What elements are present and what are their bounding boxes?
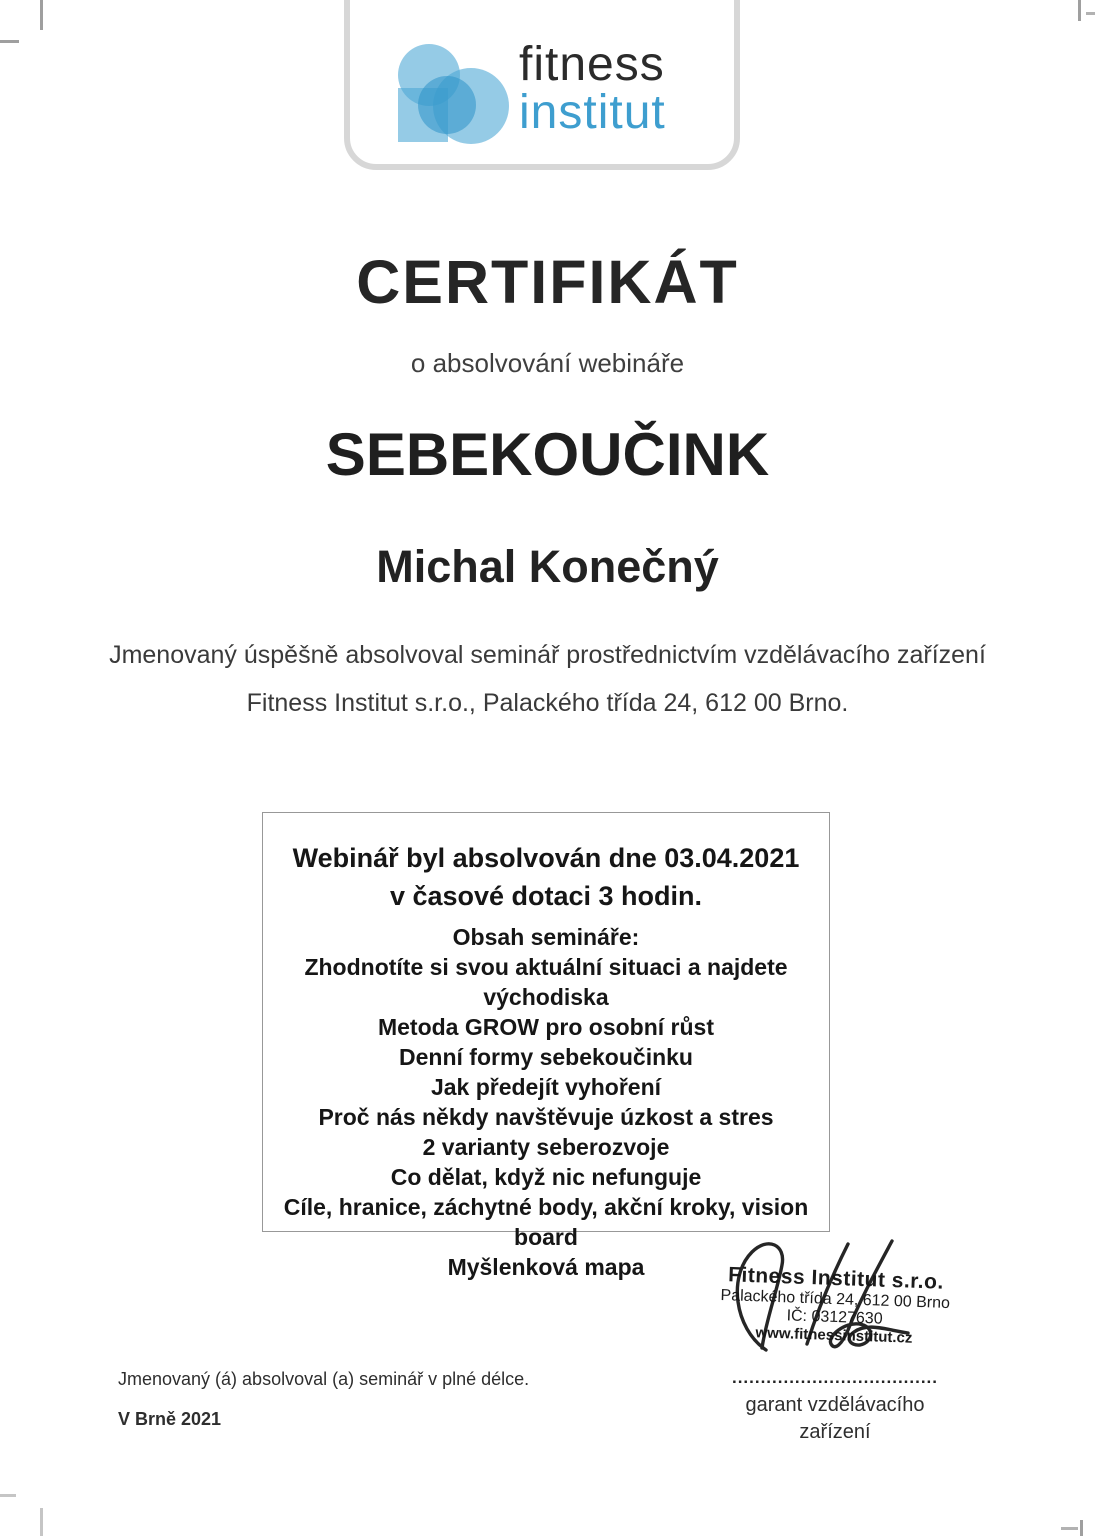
content-item: 2 varianty seberozvoje [422,1134,670,1160]
guarantor-caption [715,1392,955,1446]
crop-mark-top-left-horizontal [0,40,19,43]
guarantor-caption-line-2: zařízení [799,1421,871,1443]
webinar-details-box [262,812,830,1280]
webinar-date-line [275,839,817,915]
content-item: Metoda GROW pro osobní růst [377,1014,715,1040]
statement-line-1: Jmenovaný úspěšně absolvoval seminář prostřednictvím vzdělávacího zařízení [109,641,986,669]
stamp-address: Palackého třída 24, 612 00 Brno [720,1287,951,1313]
webinar-date-line-1: Webinář byl absolvován dne 03.04.2021 [292,843,800,873]
crop-mark-bottom-left-vertical [40,1508,43,1536]
certificate-subtitle: o absolvování webináře [410,348,685,378]
signature-dotted-line: .................................... [731,1368,939,1387]
content-item: Co dělat, když nic nefunguje [390,1164,702,1190]
brand-name-institut: institut [519,86,666,139]
stamp-company-name: Fitness Institut s.r.o. [727,1263,945,1294]
crop-mark-top-left-vertical [40,0,43,30]
content-label: Obsah semináře: [452,924,640,950]
completion-note: Jmenovaný (á) absolvoval (a) seminář v plné délce. [118,1369,530,1389]
place-and-year: V Brně 2021 [118,1409,222,1429]
crop-mark-top-right-vertical [1078,0,1081,21]
crop-mark-bottom-left-horizontal [0,1494,16,1497]
brand-name-fitness: fitness [519,38,665,91]
crop-mark-bottom-right-vertical [1080,1520,1083,1536]
content-item: Zhodnotíte si svou aktuální situaci a najdete východiska [304,954,788,1010]
stamp-ic-number: IČ: 03127630 [786,1307,883,1328]
content-item: Proč nás někdy navštěvuje úzkost a stres [318,1104,774,1130]
stamp-website: www.fitnessinstitut.cz [755,1324,913,1347]
content-item: Myšlenková mapa [447,1254,645,1280]
statement-line-2: Fitness Institut s.r.o., Palackého třída 24, 612 00 Brno. [246,689,849,717]
course-name: SEBEKOUČINK [325,421,770,488]
heart-logo-icon [398,42,510,150]
handwritten-signature [728,1238,940,1356]
certificate-title: CERTIFIKÁT [356,248,739,316]
content-item: Jak předejít vyhoření [430,1074,662,1100]
recipient-name: Michal Konečný [376,541,719,592]
guarantor-caption-line-1: garant vzdělávacího [745,1394,925,1416]
content-item: Denní formy sebekoučinku [399,1044,693,1070]
crop-mark-top-right-horizontal [1086,12,1095,15]
crop-mark-bottom-right-horizontal [1061,1527,1078,1530]
webinar-date-line-2: v časové dotaci 3 hodin. [389,881,703,911]
content-item: Cíle, hranice, záchytné body, akční kroky, vision board [283,1194,809,1250]
